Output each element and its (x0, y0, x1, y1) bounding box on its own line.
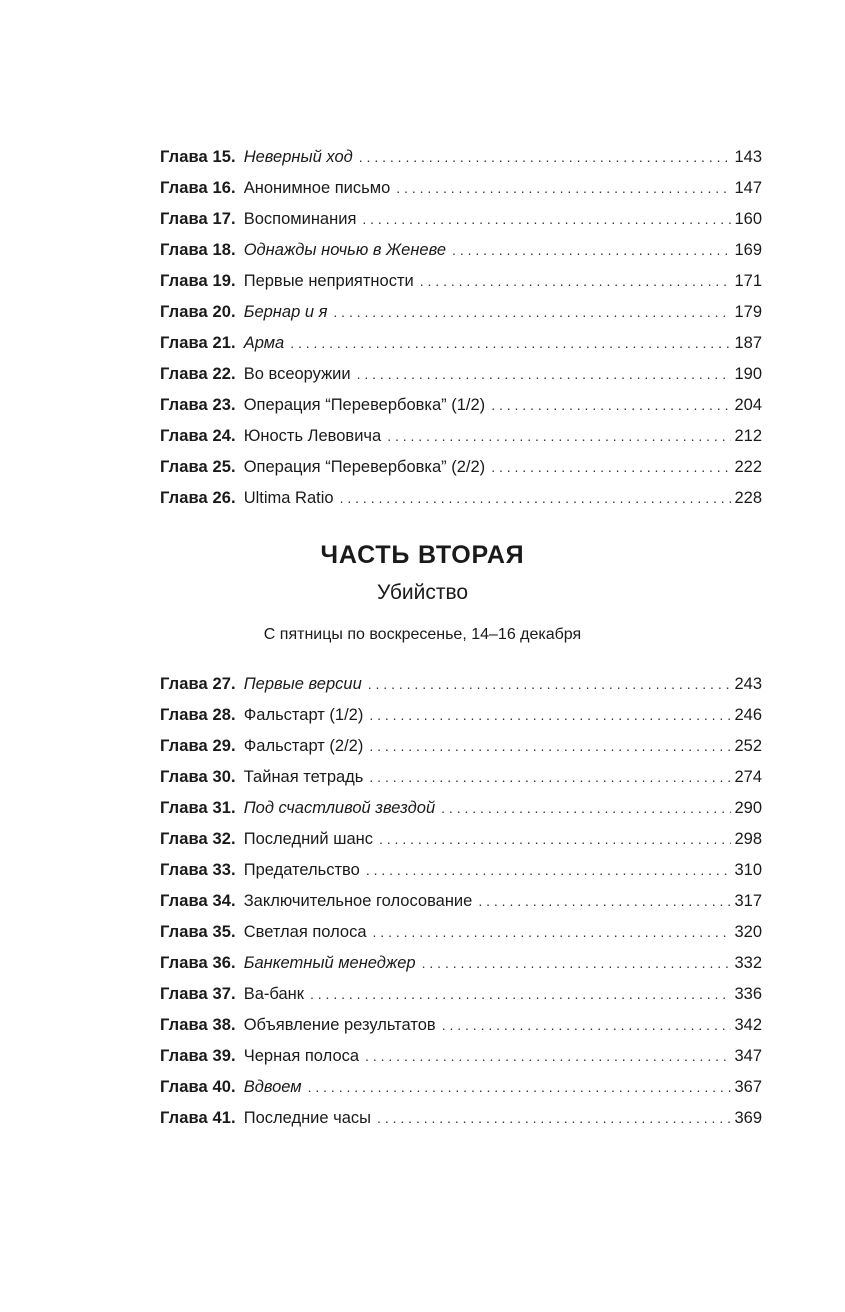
chapter-title: Ultima Ratio (243, 489, 334, 507)
toc-entry (160, 1072, 762, 1103)
toc-entry (160, 669, 762, 700)
chapter-number: Глава 19. (160, 272, 236, 290)
toc-entry (160, 793, 762, 824)
toc-entry (160, 1041, 762, 1072)
chapter-title: Заключительное голосование (243, 892, 473, 910)
toc-entry (160, 1010, 762, 1041)
page-number: 367 (734, 1078, 762, 1096)
chapter-number: Глава 30. (160, 768, 236, 786)
dot-leader (420, 266, 732, 297)
toc-entry (160, 855, 762, 886)
chapter-title: Вдвоем (243, 1078, 302, 1096)
toc-entry (160, 483, 762, 514)
page-number: 179 (734, 303, 762, 321)
chapter-number: Глава 33. (160, 861, 236, 879)
chapter-title: Фальстарт (2/2) (243, 737, 364, 755)
chapter-title: Неверный ход (243, 148, 353, 166)
chapter-number: Глава 40. (160, 1078, 236, 1096)
page-number: 369 (734, 1109, 762, 1127)
chapter-number: Глава 34. (160, 892, 236, 910)
toc-entry (160, 235, 762, 266)
chapter-number: Глава 31. (160, 799, 236, 817)
page-number: 246 (734, 706, 762, 724)
toc-entry (160, 886, 762, 917)
toc-entry (160, 142, 762, 173)
page-number: 336 (734, 985, 762, 1003)
page-number: 347 (734, 1047, 762, 1065)
page-number: 222 (734, 458, 762, 476)
chapter-title: Последние часы (243, 1109, 372, 1127)
dot-leader (340, 483, 732, 514)
chapter-number: Глава 15. (160, 148, 236, 166)
page-number: 310 (734, 861, 762, 879)
page-number: 332 (734, 954, 762, 972)
toc-list-part-one (160, 142, 762, 514)
chapter-number: Глава 29. (160, 737, 236, 755)
chapter-number: Глава 24. (160, 427, 236, 445)
chapter-title: Банкетный менеджер (243, 954, 416, 972)
toc-list-part-two (160, 669, 762, 1134)
chapter-title: Объявление результатов (243, 1016, 436, 1034)
chapter-number: Глава 25. (160, 458, 236, 476)
page-number: 143 (734, 148, 762, 166)
toc-entry (160, 204, 762, 235)
chapter-title: Фальстарт (1/2) (243, 706, 364, 724)
page-number: 147 (734, 179, 762, 197)
dot-leader (362, 204, 731, 235)
dot-leader (442, 1010, 732, 1041)
dot-leader (478, 886, 731, 917)
toc-entry (160, 421, 762, 452)
page-number: 204 (734, 396, 762, 414)
chapter-number: Глава 18. (160, 241, 236, 259)
chapter-number: Глава 26. (160, 489, 236, 507)
chapter-title: Первые неприятности (243, 272, 414, 290)
dot-leader (357, 359, 732, 390)
dot-leader (308, 1072, 732, 1103)
dot-leader (333, 297, 731, 328)
dot-leader (441, 793, 731, 824)
toc-entry (160, 390, 762, 421)
page-number: 317 (734, 892, 762, 910)
chapter-title: Воспоминания (243, 210, 357, 228)
page-number: 298 (734, 830, 762, 848)
chapter-number: Глава 20. (160, 303, 236, 321)
dot-leader (366, 855, 732, 886)
page-number: 212 (734, 427, 762, 445)
dot-leader (491, 390, 731, 421)
page-number: 320 (734, 923, 762, 941)
chapter-number: Глава 28. (160, 706, 236, 724)
dot-leader (377, 1103, 731, 1134)
page-number: 243 (734, 675, 762, 693)
chapter-title: Последний шанс (243, 830, 373, 848)
toc-entry (160, 297, 762, 328)
chapter-number: Глава 39. (160, 1047, 236, 1065)
dot-leader (491, 452, 731, 483)
dot-leader (368, 669, 732, 700)
chapter-title: Под счастливой звездой (243, 799, 436, 817)
chapter-title: Однажды ночью в Женеве (243, 241, 447, 259)
dot-leader (379, 824, 731, 855)
part-title: ЧАСТЬ ВТОРАЯ (320, 541, 525, 569)
toc-entry (160, 1103, 762, 1134)
chapter-number: Глава 36. (160, 954, 236, 972)
chapter-number: Глава 16. (160, 179, 236, 197)
part-subtitle: Убийство (376, 581, 469, 604)
chapter-title: Операция “Перевербовка” (2/2) (243, 458, 486, 476)
chapter-title: Операция “Перевербовка” (1/2) (243, 396, 486, 414)
dot-leader (369, 762, 731, 793)
page-number: 342 (734, 1016, 762, 1034)
dot-leader (359, 142, 732, 173)
page-number: 187 (734, 334, 762, 352)
chapter-title: Предательство (243, 861, 360, 879)
chapter-title: Тайная тетрадь (243, 768, 364, 786)
toc-entry (160, 917, 762, 948)
toc-entry (160, 266, 762, 297)
page-number: 252 (734, 737, 762, 755)
chapter-title: Черная полоса (243, 1047, 360, 1065)
chapter-title: Во всеоружии (243, 365, 351, 383)
toc-entry (160, 979, 762, 1010)
toc-entry (160, 824, 762, 855)
dot-leader (373, 917, 732, 948)
dot-leader (369, 700, 731, 731)
chapter-number: Глава 38. (160, 1016, 236, 1034)
chapter-title: Арма (243, 334, 285, 352)
page-number: 190 (734, 365, 762, 383)
chapter-number: Глава 17. (160, 210, 236, 228)
chapter-title: Светлая полоса (243, 923, 367, 941)
page-number: 274 (734, 768, 762, 786)
chapter-title: Анонимное письмо (243, 179, 391, 197)
dot-leader (369, 731, 731, 762)
toc-entry (160, 328, 762, 359)
toc-entry (160, 173, 762, 204)
page-number: 169 (734, 241, 762, 259)
page-number: 171 (734, 272, 762, 290)
toc-entry (160, 700, 762, 731)
toc-entry (160, 731, 762, 762)
dot-leader (452, 235, 731, 266)
dot-leader (290, 328, 731, 359)
chapter-number: Глава 22. (160, 365, 236, 383)
page-number: 228 (734, 489, 762, 507)
dot-leader (387, 421, 731, 452)
dot-leader (396, 173, 731, 204)
chapter-number: Глава 37. (160, 985, 236, 1003)
chapter-number: Глава 35. (160, 923, 236, 941)
part-two-heading (0, 535, 845, 647)
chapter-title: Юность Левовича (243, 427, 382, 445)
page-number: 290 (734, 799, 762, 817)
chapter-number: Глава 27. (160, 675, 236, 693)
toc-entry (160, 762, 762, 793)
chapter-number: Глава 32. (160, 830, 236, 848)
part-dates: С пятницы по воскресенье, 14–16 декабря (263, 626, 582, 643)
toc-entry (160, 948, 762, 979)
toc-entry (160, 359, 762, 390)
dot-leader (365, 1041, 731, 1072)
toc-entry (160, 452, 762, 483)
chapter-title: Бернар и я (243, 303, 328, 321)
chapter-title: Первые версии (243, 675, 362, 693)
chapter-title: Ва-банк (243, 985, 304, 1003)
chapter-number: Глава 21. (160, 334, 236, 352)
dot-leader (422, 948, 732, 979)
page-number: 160 (734, 210, 762, 228)
chapter-number: Глава 41. (160, 1109, 236, 1127)
chapter-number: Глава 23. (160, 396, 236, 414)
dot-leader (310, 979, 731, 1010)
